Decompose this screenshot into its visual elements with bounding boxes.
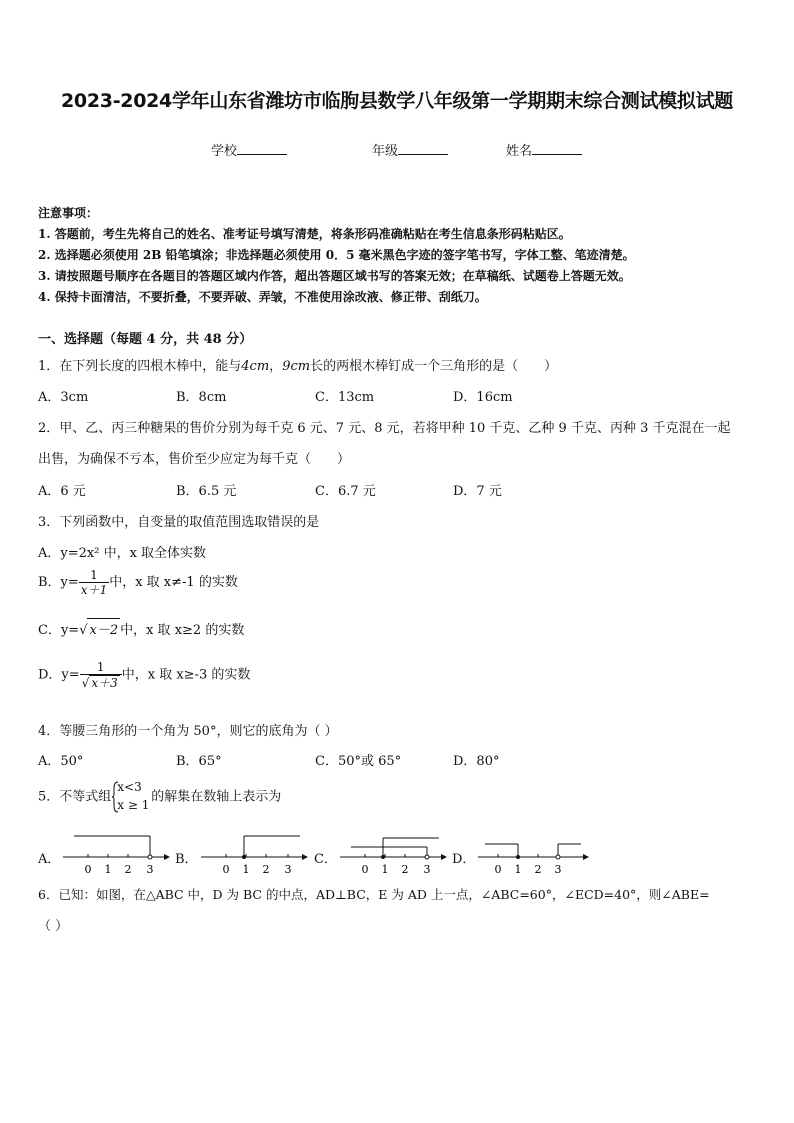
note-item: 3. 请按照题号顺序在各题目的答题区域内作答，超出答题区域书写的答案无效；在草稿纸、试题卷上答题无效。 — [38, 269, 631, 283]
q3-option-b — [38, 568, 238, 597]
q5-option-a-label: A． — [38, 852, 61, 867]
fraction-denominator: x＋1 — [80, 583, 108, 597]
sqrt-sign: √ — [79, 623, 88, 638]
q5-suffix: 的解集在数轴上表示为 — [151, 789, 282, 805]
q1-math: 9cm — [282, 359, 311, 374]
q2-option-d: D．7 元 — [453, 484, 502, 499]
tick-label: 0 — [222, 863, 230, 876]
inequality-system — [111, 780, 151, 814]
page-title: 2023-2024学年山东省潍坊市临朐县数学八年级第一学期期末综合测试模拟试题 — [61, 90, 733, 112]
q4-option-b: B．65° — [176, 754, 222, 769]
q3-c-prefix: C．y= — [38, 623, 80, 638]
tick-label: 1 — [514, 863, 522, 876]
fraction-numerator: 1 — [79, 568, 109, 583]
tick-label: 0 — [361, 863, 369, 876]
q3-d-prefix: D．y= — [38, 667, 80, 683]
number-line-b — [198, 830, 310, 876]
q1-math: 4cm — [241, 359, 270, 374]
q2-option-a: A．6 元 — [38, 484, 86, 499]
q3-option-d — [38, 660, 250, 690]
q5-prefix: 5．不等式组 — [38, 789, 112, 805]
question-6-line-1: 6．已知：如图，在△ABC 中，D 为 BC 的中点，AD⊥BC，E 为 AD 上一点，∠ABC=60°，∠ECD=40°，则∠ABE= — [38, 887, 710, 902]
tick-label: 1 — [381, 863, 389, 876]
q1-option-d: D．16cm — [453, 390, 513, 405]
tick-label: 0 — [494, 863, 502, 876]
fraction-numerator: 1 — [80, 660, 122, 675]
q4-option-a: A．50° — [38, 754, 84, 769]
tick-label: 1 — [104, 863, 112, 876]
tick-label: 2 — [262, 863, 270, 876]
fraction — [80, 660, 122, 690]
question-4-stem: 4．等腰三角形的一个角为 50°，则它的底角为（ ） — [38, 724, 338, 739]
note-item: 1. 答题前，考生先将自己的姓名、准考证号填写清楚，将条形码准确粘贴在考生信息条形码粘贴区。 — [38, 227, 571, 241]
q1-text: 1．在下列长度的四根木棒中，能与 — [38, 359, 242, 374]
grade-label: 年级 — [372, 144, 399, 159]
inequality-2: x ≥ 1 — [117, 798, 150, 812]
q3-option-c — [38, 618, 244, 638]
q5-option-d-label: D． — [452, 852, 476, 867]
q2-option-c: C．6.7 元 — [315, 484, 376, 499]
tick-label: 3 — [146, 863, 154, 876]
number-line-c — [337, 830, 449, 876]
notes-heading: 注意事项： — [38, 206, 99, 220]
note-item: 2. 选择题必须使用 2B 铅笔填涂；非选择题必须使用 0．5 毫米黑色字迹的签字笔书写，字体工整、笔迹清楚。 — [38, 248, 635, 262]
tick-label: 3 — [554, 863, 562, 876]
inequality-1: x<3 — [117, 780, 142, 794]
tick-label: 2 — [401, 863, 409, 876]
question-2-line-1: 2．甲、乙、丙三种糖果的售价分别为每千克 6 元、7 元、8 元，若将甲种 10 千克、乙种 9 千克、丙种 3 千克混在一起 — [38, 421, 731, 436]
q1-option-c: C．13cm — [315, 390, 375, 405]
q2-option-b: B．6.5 元 — [176, 484, 237, 499]
q1-option-a: A．3cm — [38, 390, 89, 405]
q1-text: ， — [269, 359, 283, 374]
radicand: x＋3 — [91, 676, 118, 690]
q3-option-a: A．y=2x² 中，x 取全体实数 — [38, 546, 207, 561]
question-2-line-2: 出售，为确保不亏本，售价至少应定为每千克（ ） — [38, 452, 351, 467]
fraction — [79, 568, 109, 597]
name-blank — [532, 142, 582, 155]
q3-d-suffix: 中，x 取 x≥-3 的实数 — [121, 667, 251, 683]
fraction-denominator: √ x＋3 — [81, 676, 118, 690]
note-item: 4. 保持卡面清洁，不要折叠，不要弄破、弄皱，不准使用涂改液、修正带、刮纸刀。 — [38, 290, 487, 304]
school-blank — [237, 142, 287, 155]
tick-label: 3 — [284, 863, 292, 876]
q3-b-suffix: 中，x 取 x≠-1 的实数 — [109, 575, 238, 590]
tick-label: 0 — [84, 863, 92, 876]
tick-label: 1 — [242, 863, 250, 876]
question-1-stem — [38, 355, 557, 374]
q4-option-d: D．80° — [453, 754, 500, 769]
number-line-a — [60, 830, 172, 876]
number-line-d — [475, 830, 595, 876]
radicand: x－2 — [87, 618, 120, 638]
tick-label: 2 — [534, 863, 542, 876]
question-6-line-2: （ ） — [38, 919, 69, 934]
school-field — [211, 140, 287, 159]
question-3-stem: 3．下列函数中，自变量的取值范围选取错误的是 — [38, 515, 320, 530]
q3-b-prefix: B．y= — [38, 575, 79, 590]
name-label: 姓名 — [506, 144, 533, 159]
tick-label: 3 — [423, 863, 431, 876]
tick-label: 2 — [124, 863, 132, 876]
q5-option-b-label: B． — [175, 852, 198, 867]
school-label: 学校 — [211, 144, 238, 159]
q1-option-b: B．8cm — [176, 390, 227, 405]
q4-option-c: C．50°或 65° — [315, 754, 402, 769]
q5-option-c-label: C． — [314, 852, 337, 867]
grade-blank — [398, 142, 448, 155]
q1-text: 长的两根木棒钉成一个三角形的是（ ） — [310, 359, 558, 374]
grade-field — [372, 140, 448, 159]
section-heading: 一、选择题（每题 4 分，共 48 分） — [38, 332, 253, 347]
q3-c-suffix: 中，x 取 x≥2 的实数 — [120, 623, 245, 638]
question-5-stem — [38, 780, 281, 814]
name-field — [506, 140, 582, 159]
